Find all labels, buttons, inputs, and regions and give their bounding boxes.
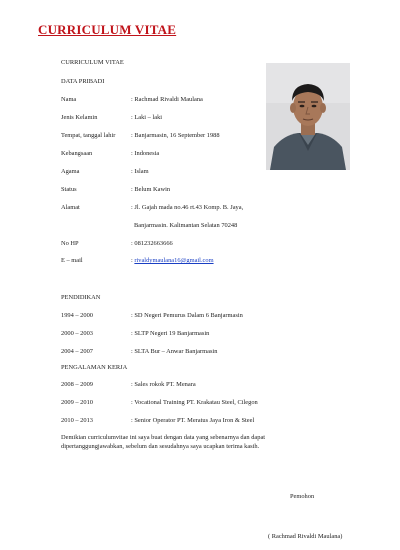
education-period: 2004 – 2007	[61, 348, 93, 355]
email-label: E – mail	[61, 257, 83, 264]
field-label: No HP	[61, 240, 79, 247]
field-value: : Jl. Gajah mada no.46 rt.43 Komp. B. Jaya,	[131, 204, 244, 211]
field-value-continued: Banjarmasin. Kalimantan Selatan 70248	[134, 222, 238, 229]
email-row	[131, 257, 214, 265]
profile-photo	[266, 63, 350, 170]
education-period: 1994 – 2000	[61, 312, 93, 319]
experience-job: : Sales rokok PT. Menara	[131, 381, 196, 388]
applicant-label: Pemohon	[290, 493, 315, 500]
experience-period: 2008 – 2009	[61, 381, 93, 388]
page-title: CURRICULUM VITAE	[38, 22, 177, 37]
education-period: 2000 – 2003	[61, 330, 93, 337]
email-link[interactable]: rivaldymaulana16@gmail.com	[134, 257, 214, 264]
field-value: : Indonesia	[131, 150, 160, 157]
education-school: : SLTP Negeri 19 Banjarmasin	[131, 330, 210, 337]
section-personal: DATA PRIBADI	[61, 78, 105, 85]
field-value: : Laki – laki	[131, 114, 163, 121]
field-value: : Rachmad Rivaldi Maulana	[131, 96, 203, 103]
field-value: : Banjarmasin, 16 September 1988	[131, 132, 220, 139]
field-label: Tempat, tanggal lahir	[61, 132, 116, 139]
education-school: : SLTA Bur – Anwar Banjarmasin	[131, 348, 218, 355]
experience-job: : Senior Operator PT. Meratus Jaya Iron & Steel	[131, 417, 255, 424]
profile-photo-image	[266, 63, 350, 170]
field-label: Jenis Kelamin	[61, 114, 98, 121]
section-experience: PENGALAMAN KERJA	[61, 364, 128, 371]
field-label: Alamat	[61, 204, 80, 211]
field-label: Status	[61, 186, 77, 193]
section-education: PENDIDIKAN	[61, 294, 101, 301]
education-school: : SD Negeri Pemurus Dalam 6 Banjarmasin	[131, 312, 243, 319]
field-label: Nama	[61, 96, 77, 103]
closing-statement-line2: dipertanggungjawabkan, sebelum dan sesudahnya saya ucapkan terima kasih.	[61, 443, 260, 450]
closing-statement-line1: Demikian curriculumvitae ini saya buat dengan data yang sebenarnya dan dapat	[61, 434, 266, 441]
experience-period: 2009 – 2010	[61, 399, 93, 406]
cv-heading: CURRICULUM VITAE	[61, 59, 124, 66]
field-label: Agama	[61, 168, 80, 175]
email-prefix: :	[131, 257, 135, 264]
experience-job: : Vocational Training PT. Krakatau Steel, Cilegon	[131, 399, 258, 406]
field-label: Kebangsaan	[61, 150, 93, 157]
field-value: : Belum Kawin	[131, 186, 171, 193]
field-value: : Islam	[131, 168, 149, 175]
field-value: : 081232663666	[131, 240, 173, 247]
experience-period: 2010 – 2013	[61, 417, 93, 424]
signature-name: ( Rachmad Rivaldi Maulana)	[268, 533, 343, 540]
